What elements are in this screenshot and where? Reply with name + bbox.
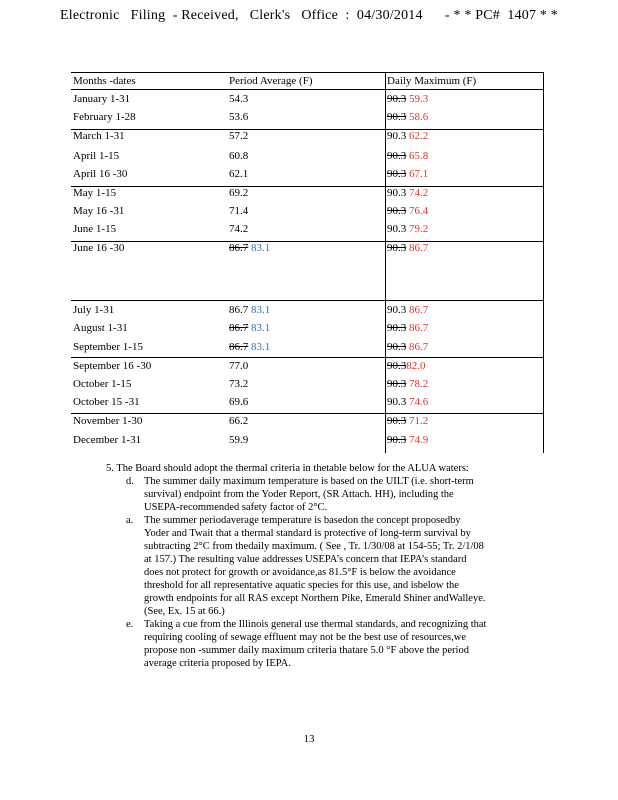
row-maximum: 90.3 59.3 (387, 93, 429, 105)
row-month: January 1-31 (73, 93, 131, 105)
row-average: 86.7 83.1 (229, 322, 271, 334)
row-month: February 1-28 (73, 111, 136, 123)
row-maximum: 90.3 86.7 (387, 322, 429, 334)
group-rule (71, 241, 544, 242)
note-line: average criteria proposed by IEPA. (144, 658, 291, 669)
note-line: survival) endpoint from the Yoder Report, (SR Attach. HH), including the (144, 489, 454, 500)
note-item-d: d. The summer daily maximum temperature is based on the UILT (i.e. short-term (126, 476, 474, 487)
group-rule (71, 413, 544, 414)
table-right-border (543, 73, 544, 453)
row-average: 77.0 (229, 360, 249, 372)
row-average: 74.2 (229, 223, 249, 235)
row-average: 66.2 (229, 415, 249, 427)
filing-header: Electronic Filing - Received, Clerk's Office : 04/30/2014 - * * PC# 1407 * * (60, 8, 558, 23)
header-maximum: Daily Maximum (F) (387, 75, 477, 87)
row-average: 71.4 (229, 205, 249, 217)
row-month: October 15 -31 (73, 396, 140, 408)
row-maximum: 90.3 71.2 (387, 415, 429, 427)
row-maximum: 90.3 62.2 (387, 130, 429, 142)
row-month: April 16 -30 (73, 168, 128, 180)
row-maximum: 90.3 86.7 (387, 304, 429, 316)
row-average: 62.1 (229, 168, 249, 180)
header-average: Period Average (F) (229, 75, 313, 87)
note-line: subtracting 2°C from thedaily maximum. ( See , Tr. 1/30/08 at 154-55; Tr. 2/1/08 (144, 541, 484, 552)
row-average: 57.2 (229, 130, 249, 142)
note-line: does not protect for growth or avoidance,as 81.5°F is below the avoidance (144, 567, 456, 578)
row-month: April 1-15 (73, 150, 120, 162)
note-line: requiring cooling of sewage effluent may not be the best use of resources,we (144, 632, 466, 643)
row-maximum: 90.3 78.2 (387, 378, 429, 390)
row-maximum: 90.3 65.8 (387, 150, 429, 162)
column-divider (385, 73, 386, 453)
row-maximum: 90.3 76.4 (387, 205, 429, 217)
row-month: August 1-31 (73, 322, 128, 334)
header-rule (71, 89, 544, 90)
row-maximum: 90.3 74.9 (387, 434, 429, 446)
row-maximum: 90.3 86.7 (387, 242, 429, 254)
row-month: September 1-15 (73, 341, 143, 353)
group-rule (71, 129, 544, 130)
row-average: 86.7 83.1 (229, 341, 271, 353)
row-month: May 1-15 (73, 187, 117, 199)
thermal-criteria-table (71, 72, 544, 453)
page-number: 13 (303, 733, 315, 745)
row-month: July 1-31 (73, 304, 115, 316)
row-average: 69.2 (229, 187, 249, 199)
note-paragraph-5: 5. The Board should adopt the thermal criteria in thetable below for the ALUA waters: (106, 463, 469, 474)
row-month: March 1-31 (73, 130, 125, 142)
header-months: Months -dates (73, 75, 136, 87)
row-maximum: 90.3 74.6 (387, 396, 429, 408)
note-line: propose non -summer daily maximum criteria thatare 5.0 °F above the period (144, 645, 469, 656)
row-average: 59.9 (229, 434, 249, 446)
row-average: 54.3 (229, 93, 249, 105)
note-line: Yoder and Twait that a thermal standard is protective of long-term survival by (144, 528, 471, 539)
row-month: May 16 -31 (73, 205, 125, 217)
row-average: 86.7 83.1 (229, 242, 271, 254)
row-maximum: 90.3 79.2 (387, 223, 429, 235)
row-maximum: 90.3 74.2 (387, 187, 429, 199)
note-item-e: e. Taking a cue from the Illinois general use thermal standards, and recognizing that (126, 619, 487, 630)
row-average: 60.8 (229, 150, 249, 162)
note-line: (See, Ex. 15 at 66.) (144, 606, 225, 617)
note-line: threshold for all representative aquatic species for this use, and isbelow the (144, 580, 459, 591)
group-rule (71, 300, 544, 301)
note-line: USEPA-recommended safety factor of 2°C. (144, 502, 328, 513)
note-line: at 157.) The resulting value addresses USEPA’s concern that IEPA’s standard (144, 554, 467, 565)
note-item-a: a. The summer periodaverage temperature is basedon the concept proposedby (126, 515, 461, 526)
row-average: 53.6 (229, 111, 249, 123)
row-maximum: 90.3 67.1 (387, 168, 429, 180)
row-average: 73.2 (229, 378, 249, 390)
row-month: September 16 -30 (73, 360, 152, 372)
row-month: October 1-15 (73, 378, 132, 390)
row-maximum: 90.3 86.7 (387, 341, 429, 353)
row-month: June 16 -30 (73, 242, 125, 254)
row-average: 69.6 (229, 396, 249, 408)
group-rule (71, 186, 544, 187)
row-month: November 1-30 (73, 415, 143, 427)
notes-section (106, 462, 546, 670)
group-rule (71, 357, 544, 358)
row-maximum: 90.3 58.6 (387, 111, 429, 123)
row-maximum: 90.382.0 (387, 360, 426, 372)
note-line: growth endpoints for all RAS except Northern Pike, Emerald Shiner andWalleye. (144, 593, 486, 604)
row-average: 86.7 83.1 (229, 304, 271, 316)
row-month: December 1-31 (73, 434, 142, 446)
row-month: June 1-15 (73, 223, 117, 235)
